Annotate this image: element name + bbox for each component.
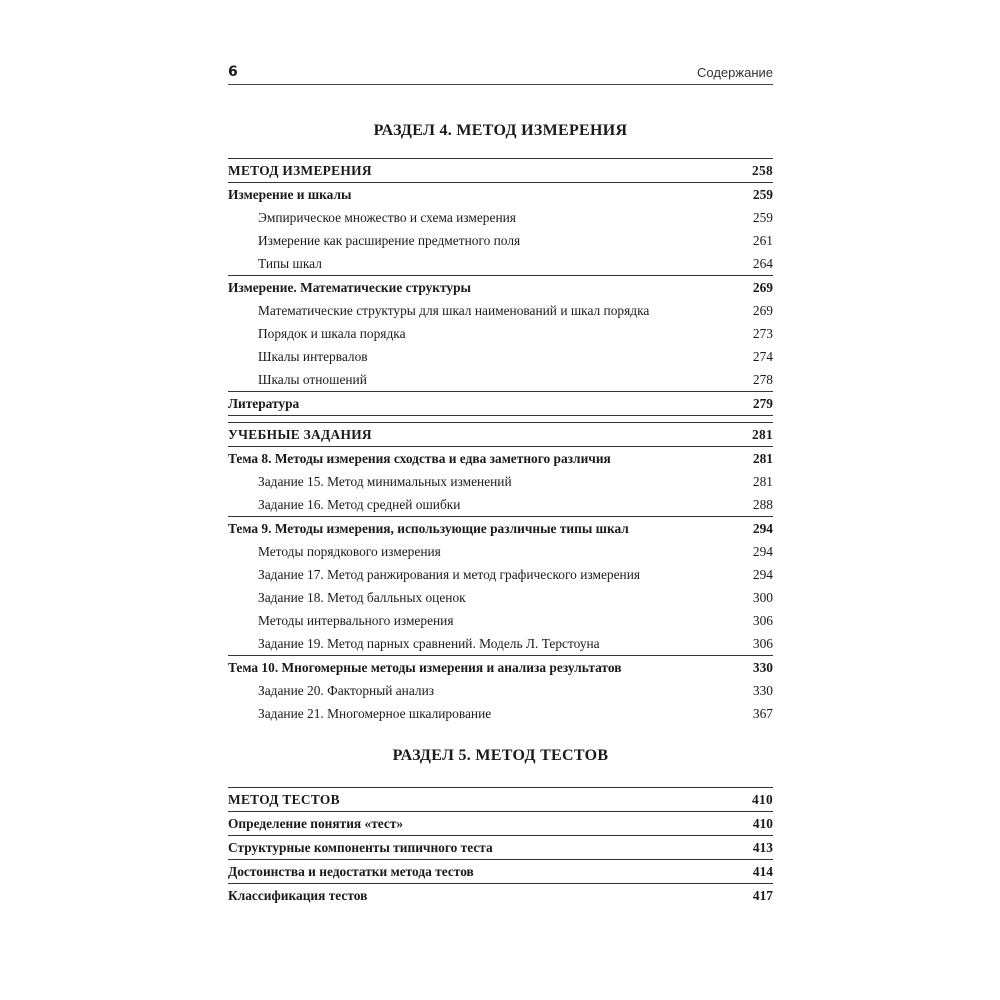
toc-entry-ratio-scales[interactable]	[228, 368, 773, 391]
toc-entry-interval-scales[interactable]	[228, 345, 773, 368]
toc-entry-page: 306	[752, 636, 773, 651]
dot-leader	[342, 791, 750, 801]
toc-entry-label: Математические структуры для шкал наименований и шкал порядка	[258, 303, 650, 318]
toc-entry-page: 410	[752, 816, 773, 831]
toc-entry-page: 258	[752, 163, 773, 178]
toc-entry-page: 300	[752, 590, 773, 605]
toc-entry-label: МЕТОД ТЕСТОВ	[228, 792, 340, 807]
toc-entry-test-definition[interactable]	[228, 812, 773, 835]
toc-entry-label: Задание 21. Многомерное шкалирование	[258, 706, 492, 721]
toc-entry-assignments[interactable]	[228, 423, 773, 446]
toc-entry-label: Измерение и шкалы	[228, 187, 352, 202]
dot-leader	[443, 543, 751, 553]
toc-entry-page: 269	[752, 303, 773, 318]
toc-entry-pros-cons[interactable]	[228, 860, 773, 883]
page-number: 6	[228, 64, 238, 80]
toc-entry-classification[interactable]	[228, 884, 773, 907]
toc-entry-topic-9[interactable]	[228, 517, 773, 540]
dot-leader	[642, 566, 751, 576]
toc-entry-page: 330	[752, 660, 773, 675]
toc-entry-method-tests[interactable]	[228, 788, 773, 811]
dot-leader	[631, 520, 751, 530]
dot-leader	[369, 371, 751, 381]
toc-entry-task-16[interactable]	[228, 493, 773, 516]
toc-entry-label: Определение понятия «тест»	[228, 816, 404, 831]
toc-entry-task-19[interactable]	[228, 632, 773, 655]
toc-entry-measurement-scales[interactable]	[228, 183, 773, 206]
toc-entry-page: 264	[752, 256, 773, 271]
dot-leader	[473, 279, 751, 289]
toc-entry-task-17[interactable]	[228, 563, 773, 586]
toc-entry-label: Измерение. Математические структуры	[228, 280, 471, 295]
toc-entry-page: 367	[752, 706, 773, 721]
toc-entry-label: Эмпирическое множество и схема измерения	[258, 210, 516, 225]
dot-leader	[518, 209, 751, 219]
toc-entry-page: 413	[752, 840, 773, 855]
toc-entry-page: 410	[752, 792, 773, 807]
dot-leader	[514, 473, 751, 483]
dot-leader	[370, 348, 751, 358]
dot-leader	[522, 232, 751, 242]
toc-entry-label: Задание 18. Метод балльных оценок	[258, 590, 466, 605]
toc-entry-page: 417	[752, 888, 773, 903]
dot-leader	[324, 255, 751, 265]
toc-entry-label: Структурные компоненты типичного теста	[228, 840, 493, 855]
dot-leader	[408, 325, 751, 335]
dot-leader	[405, 815, 751, 825]
dot-leader	[374, 162, 750, 172]
toc-entry-label: УЧЕБНЫЕ ЗАДАНИЯ	[228, 427, 372, 442]
toc-entry-label: Тема 8. Методы измерения сходства и едва заметного различия	[228, 451, 611, 466]
toc-entry-page: 330	[752, 683, 773, 698]
toc-entry-label: Литература	[228, 396, 300, 411]
toc-entry-method-measurement[interactable]	[228, 159, 773, 182]
dot-leader	[651, 302, 751, 312]
toc-entry-label: Порядок и шкала порядка	[258, 326, 406, 341]
toc-entry-topic-8[interactable]	[228, 447, 773, 470]
table-of-contents	[228, 110, 773, 907]
toc-entry-page: 274	[752, 349, 773, 364]
dot-leader	[468, 589, 751, 599]
toc-entry-label: Задание 19. Метод парных сравнений. Модель Л. Терстоуна	[258, 636, 600, 651]
toc-entry-order-scale[interactable]	[228, 322, 773, 345]
toc-entry-page: 273	[752, 326, 773, 341]
toc-entry-page: 294	[752, 521, 773, 536]
running-title: Содержание	[697, 65, 773, 80]
toc-entry-ordinal-methods[interactable]	[228, 540, 773, 563]
toc-entry-label: Задание 16. Метод средней ошибки	[258, 497, 461, 512]
toc-entry-task-20[interactable]	[228, 679, 773, 702]
toc-entry-label: Измерение как расширение предметного поля	[258, 233, 521, 248]
toc-entry-label: Тема 9. Методы измерения, использующие различные типы шкал	[228, 521, 629, 536]
toc-entry-page: 278	[752, 372, 773, 387]
toc-entry-page: 288	[752, 497, 773, 512]
toc-entry-page: 281	[752, 451, 773, 466]
toc-entry-page: 414	[752, 864, 773, 879]
toc-entry-task-21[interactable]	[228, 702, 773, 725]
dot-leader	[301, 395, 751, 405]
toc-entry-label: Задание 15. Метод минимальных изменений	[258, 474, 512, 489]
toc-entry-page: 281	[752, 427, 773, 442]
toc-entry-interval-methods[interactable]	[228, 609, 773, 632]
toc-entry-task-15[interactable]	[228, 470, 773, 493]
dot-leader	[602, 635, 751, 645]
toc-entry-subject-field[interactable]	[228, 229, 773, 252]
dot-leader	[369, 887, 751, 897]
toc-entry-label: Классификация тестов	[228, 888, 368, 903]
toc-entry-topic-10[interactable]	[228, 656, 773, 679]
toc-entry-label: Задание 17. Метод ранжирования и метод графического измерения	[258, 567, 641, 582]
toc-entry-label: МЕТОД ИЗМЕРЕНИЯ	[228, 163, 372, 178]
dot-leader	[374, 426, 750, 436]
dot-leader	[623, 659, 750, 669]
dot-leader	[353, 186, 750, 196]
toc-entry-page: 261	[752, 233, 773, 248]
toc-entry-page: 259	[752, 210, 773, 225]
toc-entry-math-structures[interactable]	[228, 276, 773, 299]
section-5-title: РАЗДЕЛ 5. МЕТОД ТЕСТОВ	[392, 747, 609, 764]
toc-entry-label: Достоинства и недостатки метода тестов	[228, 864, 474, 879]
toc-entry-label: Шкалы интервалов	[258, 349, 368, 364]
page-header	[228, 62, 773, 85]
toc-entry-naming-scales[interactable]	[228, 299, 773, 322]
toc-entry-label: Методы порядкового измерения	[258, 544, 441, 559]
toc-entry-page: 306	[752, 613, 773, 628]
dot-leader	[476, 863, 751, 873]
toc-entry-task-18[interactable]	[228, 586, 773, 609]
toc-entry-label: Задание 20. Факторный анализ	[258, 683, 435, 698]
toc-entry-page: 259	[752, 187, 773, 202]
dot-leader	[493, 705, 751, 715]
toc-entry-page: 269	[752, 280, 773, 295]
toc-entry-page: 279	[752, 396, 773, 411]
dot-leader	[456, 612, 751, 622]
dot-leader	[495, 839, 751, 849]
dot-leader	[613, 450, 751, 460]
toc-entry-label: Типы шкал	[258, 256, 322, 271]
toc-entry-label: Методы интервального измерения	[258, 613, 454, 628]
section-4-title: РАЗДЕЛ 4. МЕТОД ИЗМЕРЕНИЯ	[373, 122, 628, 139]
toc-entry-page: 281	[752, 474, 773, 489]
toc-entry-label: Шкалы отношений	[258, 372, 367, 387]
dot-leader	[462, 496, 750, 506]
toc-entry-page: 294	[752, 567, 773, 582]
toc-entry-empirical-set[interactable]	[228, 206, 773, 229]
toc-entry-page: 294	[752, 544, 773, 559]
toc-entry-structural-components[interactable]	[228, 836, 773, 859]
toc-entry-label: Тема 10. Многомерные методы измерения и анализа результатов	[228, 660, 622, 675]
toc-entry-literature[interactable]	[228, 392, 773, 415]
toc-entry-scale-types[interactable]	[228, 252, 773, 275]
dot-leader	[436, 682, 751, 692]
